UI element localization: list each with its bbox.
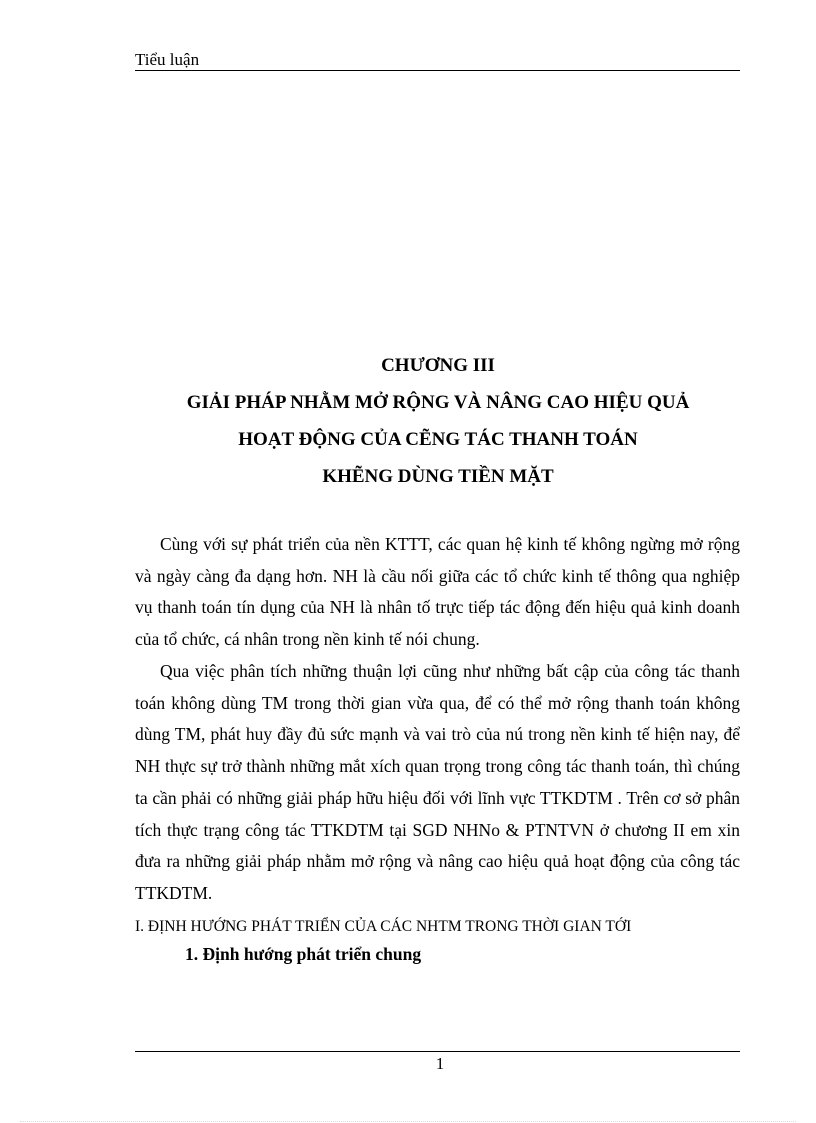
subsection-heading: 1. Định hướng phát triển chung <box>185 944 422 964</box>
header-title: Tiểu luận <box>135 50 200 69</box>
chapter-title-line-3: KHẼNG DÙNG TIỀN MẶT <box>322 466 554 487</box>
chapter-number: CHƯƠNG III <box>381 355 495 376</box>
footer-divider <box>135 1051 740 1052</box>
page-header <box>135 48 740 71</box>
body-paragraph-2 <box>135 656 740 910</box>
page-bottom-edge <box>20 1121 796 1122</box>
paragraph-2-text: Qua việc phân tích những thuận lợi cũng như những bất cập của công tác thanh toán không dùng TM trong thời gian vừa qua, để có thể mở rộng thanh toán không dùng TM, phát huy đầy đủ sức mạnh và vai trò của nú trong nền kinh tế hiện nay, để NH thực sự trở thành những mắt xích quan trọng trong công tác thanh toán, thì chúng ta cần phải có những giải pháp hữu hiệu đối với lĩnh vực TTKDTM . Trên cơ sở phân tích thực trạng công tác TTKDTM tại SGD NHNo & PTNTVN ở chương II em xin đưa ra những giải pháp nhằm mở rộng và nâng cao hiệu quả hoạt động của công tác TTKDTM. <box>135 661 740 903</box>
page-number: 1 <box>435 1054 445 1073</box>
chapter-title-line-1: GIẢI PHÁP NHẰM MỞ RỘNG VÀ NÂNG CAO HIỆU QUẢ <box>186 392 690 413</box>
paragraph-1-text: Cùng với sự phát triển của nền KTTT, các quan hệ kinh tế không ngừng mở rộng và ngày càng đa dạng hơn. NH là cầu nối giữa các tổ chức kinh tế thông qua nghiệp vụ thanh toán tín dụng của NH là nhân tố trực tiếp tác động đến hiệu quả kinh doanh của tổ chức, cá nhân trong nền kinh tế nói chung. <box>135 534 740 650</box>
section-heading: I. ĐỊNH HƯỚNG PHÁT TRIỂN CỦA CÁC NHTM TRONG THỜI GIAN TỚI <box>135 918 632 935</box>
chapter-title-line-2: HOẠT ĐỘNG CỦA CẼNG TÁC THANH TOÁN <box>238 429 638 450</box>
body-paragraph-1 <box>135 529 740 656</box>
